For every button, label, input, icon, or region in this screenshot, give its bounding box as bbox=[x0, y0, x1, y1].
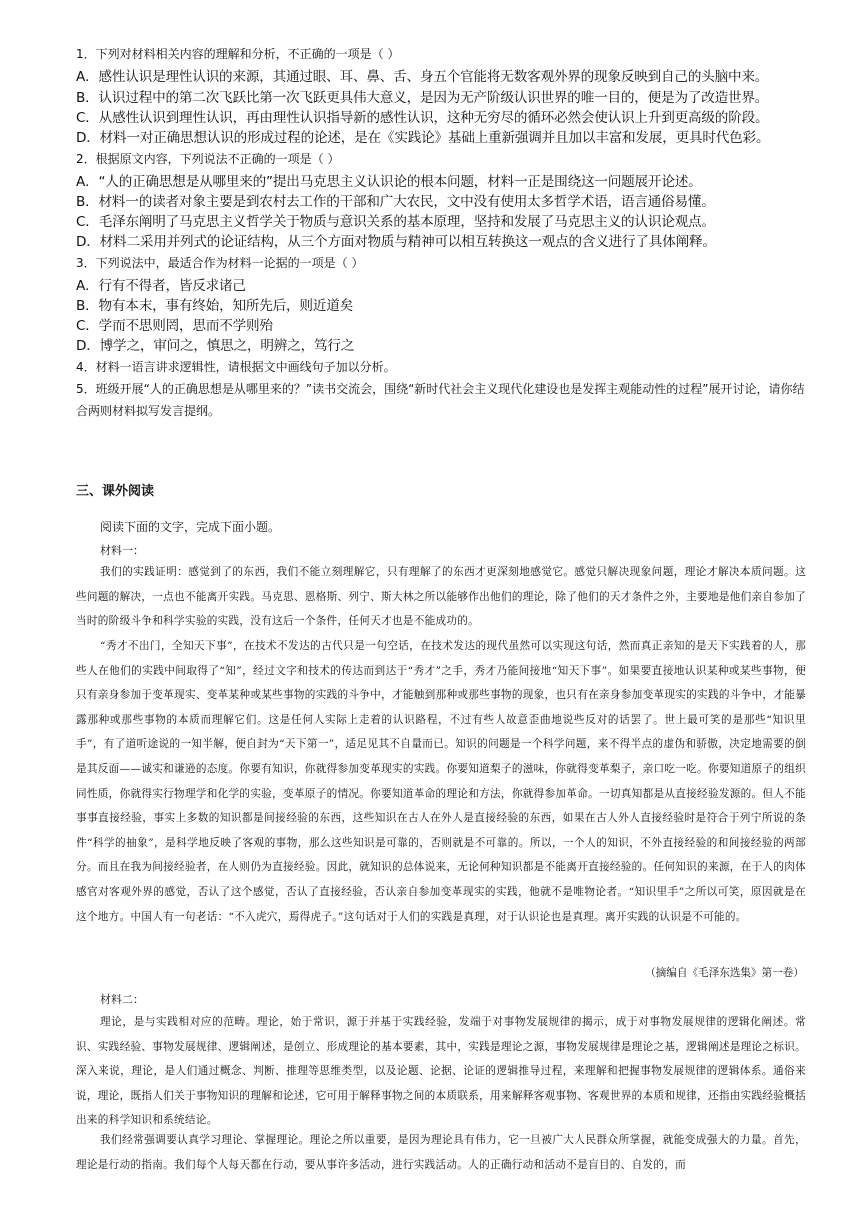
material-1-paragraph-1: 我们的实践证明：感觉到了的东西，我们不能立刻理解它，只有理解了的东西才更深刻地感觉它。感觉只解决现象问题，理论才解决本质问题。这些问题的解决，一点也不能离开实践。马克思、恩格斯、列宁、斯大林之所以能够作出他们的理论，除了他们的天才条件之外，主要地是他们亲自参加了当时的阶级斗争和科学实验的实践，没有这后一个条件，任何天才也是不能成功的。 bbox=[76, 566, 806, 628]
question-4: 4．材料一语言讲求逻辑性，请根据文中画线句子加以分析。 bbox=[76, 360, 396, 374]
section-title: 三、课外阅读 bbox=[76, 484, 155, 499]
material-1-paragraph-2: “秀才不出门，全知天下事”，在技术不发达的古代只是一句空话，在技术发达的现代虽然可以实现这句话，然而真正亲知的是天下实践着的人，那些人在他们的实践中间取得了“知”，经过文字和技术的传达而到达于“秀才”之手，秀才乃能间接地“知天下事”。如果要直接地认识某种或某些事物，便只有亲身参加于变革现实、变革某种或某些事物的实践的斗争中，才能触到那种或那些事物的现象，也只有在亲身参加变革现实的实践的斗争中，才能暴露那种或那些事物的本质而理解它们。这是任何人实际上走着的认识路程，不过有些人故意歪曲地说些反对的话罢了。世上最可笑的是那些“知识里手”，有了道听途说的一知半解，便自封为“天下第一”，适足见其不自量而已。知识的问题是一个科学问题，来不得半点的虚伪和骄傲，决定地需要的倒是其反面——诚实和谦逊的态度。你要有知识，你就得参加变革现实的实践。你要知道梨子的滋味，你就得变革梨子，亲口吃一吃。你要知道原子的组织同性质，你就得实行物理学和化学的实验，变革原子的情况。你要知道革命的理论和方法，你就得参加革命。一切真知都是从直接经验发源的。但人不能事事直接经验，事实上多数的知识都是间接经验的东西，这些知识在古人在外人是直接经验的东西，如果在古人外人直接经验时是符合于列宁所说的条件“科学的抽象”，是科学地反映了客观的事物，那么这些知识是可靠的，否则就是不可靠的。所以，一个人的知识，不外直接经验的和间接经验的两部分。而且在我为间接经验者，在人则仍为直接经验。因此，就知识的总体说来，无论何种知识都是不能离开直接经验的。任何知识的来源，在于人的肉体感官对客观外界的感觉，否认了这个感觉，否认了直接经验，否认亲自参加变革现实的实践，他就不是唯物论者。“知识里手”之所以可笑，原因就是在这个地方。中国人有一句老话：“不入虎穴，焉得虎子。”这句话对于人们的实践是真理，对于认识论也是真理。离开实践的认识是不可能的。 bbox=[76, 640, 806, 923]
question-2-stem: 2．根据原文内容，下列说法不正确的一项是（ ） bbox=[76, 152, 340, 166]
question-5: 5．班级开展“人的正确思想是从哪里来的？”读书交流会，围绕“新时代社会主义现代化建设也是发挥主观能动性的过程”展开讨论，请你结合两则材料拟写发言提纲。 bbox=[76, 382, 805, 418]
question-1-option-c: C．从感性认识到理性认识，再由理性认识指导新的感性认识，这种无穷尽的循环必然会使认识上升到更高级的阶段。 bbox=[76, 110, 769, 126]
question-1-stem: 1．下列对材料相关内容的理解和分析，不正确的一项是（ ） bbox=[76, 47, 400, 61]
question-2-option-a: A．“人的正确思想是从哪里来的”提出马克思主义认识论的根本问题，材料一正是围绕这一问题展开论述。 bbox=[76, 174, 702, 190]
question-2-option-c: C．毛泽东阐明了马克思主义哲学关于物质与意识关系的基本原理，坚持和发展了马克思主义的认识论观点。 bbox=[76, 214, 715, 230]
question-3-option-b: B．物有本末，事有终始，知所先后，则近道矣 bbox=[76, 298, 353, 314]
question-3-stem: 3．下列说法中，最适合作为材料一论据的一项是（ ） bbox=[76, 256, 364, 270]
question-2-option-d: D．材料二采用并列式的论证结构，从三个方面对物质与精神可以相互转换这一观点的含义进行了具体阐释。 bbox=[76, 234, 716, 250]
reading-instruction: 阅读下面的文字，完成下面小题。 bbox=[100, 520, 281, 534]
question-2-option-b: B．材料一的读者对象主要是到农村去工作的干部和广大农民，文中没有使用太多哲学术语，语言通俗易懂。 bbox=[76, 194, 715, 210]
question-1-option-d: D．材料一对正确思想认识的形成过程的论述，是在《实践论》基础上重新强调并且加以丰富和发展，更具时代色彩。 bbox=[76, 130, 770, 146]
question-3-option-d: D．博学之，审问之，慎思之，明辨之，笃行之 bbox=[76, 338, 355, 354]
material-1-label: 材料一： bbox=[100, 544, 144, 557]
material-2-paragraph-1: 理论，是与实践相对应的范畴。理论，始于常识，源于并基于实践经验，发端于对事物发展规律的揭示，成于对事物发展规律的逻辑化阐述。常识、实践经验、事物发展规律、逻辑阐述，是创立、形成理论的基本要素，其中，实践是理论之源，事物发展规律是理论之基，逻辑阐述是理论之标识。深入来说，理论，是人们通过概念、判断、推理等思维类型，以及论题、论据、论证的逻辑推导过程，来理解和把握事物发展规律的逻辑体系。通俗来说，理论，既指人们关于事物知识的理解和论述，它可用于解释事物之间的本质联系，用来解释客观事物、客观世界的本质和规律，还指由实践经验概括出来的科学知识和系统结论。 bbox=[76, 1016, 806, 1127]
material-2-paragraph-2: 我们经常强调要认真学习理论、掌握理论。理论之所以重要，是因为理论具有伟力，它一旦被广大人民群众所掌握，就能变成强大的力量。首先，理论是行动的指南。我们每个人每天都在行动，要从事许多活动，进行实践活动。人的正确行动和活动不是盲目的、自发的，而 bbox=[76, 1134, 806, 1171]
question-3-option-c: C．学而不思则罔，思而不学则殆 bbox=[76, 318, 273, 334]
material-1-source: （摘编自《毛泽东选集》第一卷） bbox=[645, 967, 804, 979]
question-1-option-a: A．感性认识是理性认识的来源，其通过眼、耳、鼻、舌、身五个官能将无数客观外界的现象反映到自己的头脑中来。 bbox=[76, 69, 769, 85]
question-1-option-b: B．认识过程中的第二次飞跃比第一次飞跃更具伟大意义，是因为无产阶级认识世界的唯一目的，便是为了改造世界。 bbox=[76, 90, 769, 106]
question-3-option-a: A．行有不得者，皆反求诸己 bbox=[76, 278, 246, 294]
material-2-label: 材料二： bbox=[100, 993, 144, 1006]
